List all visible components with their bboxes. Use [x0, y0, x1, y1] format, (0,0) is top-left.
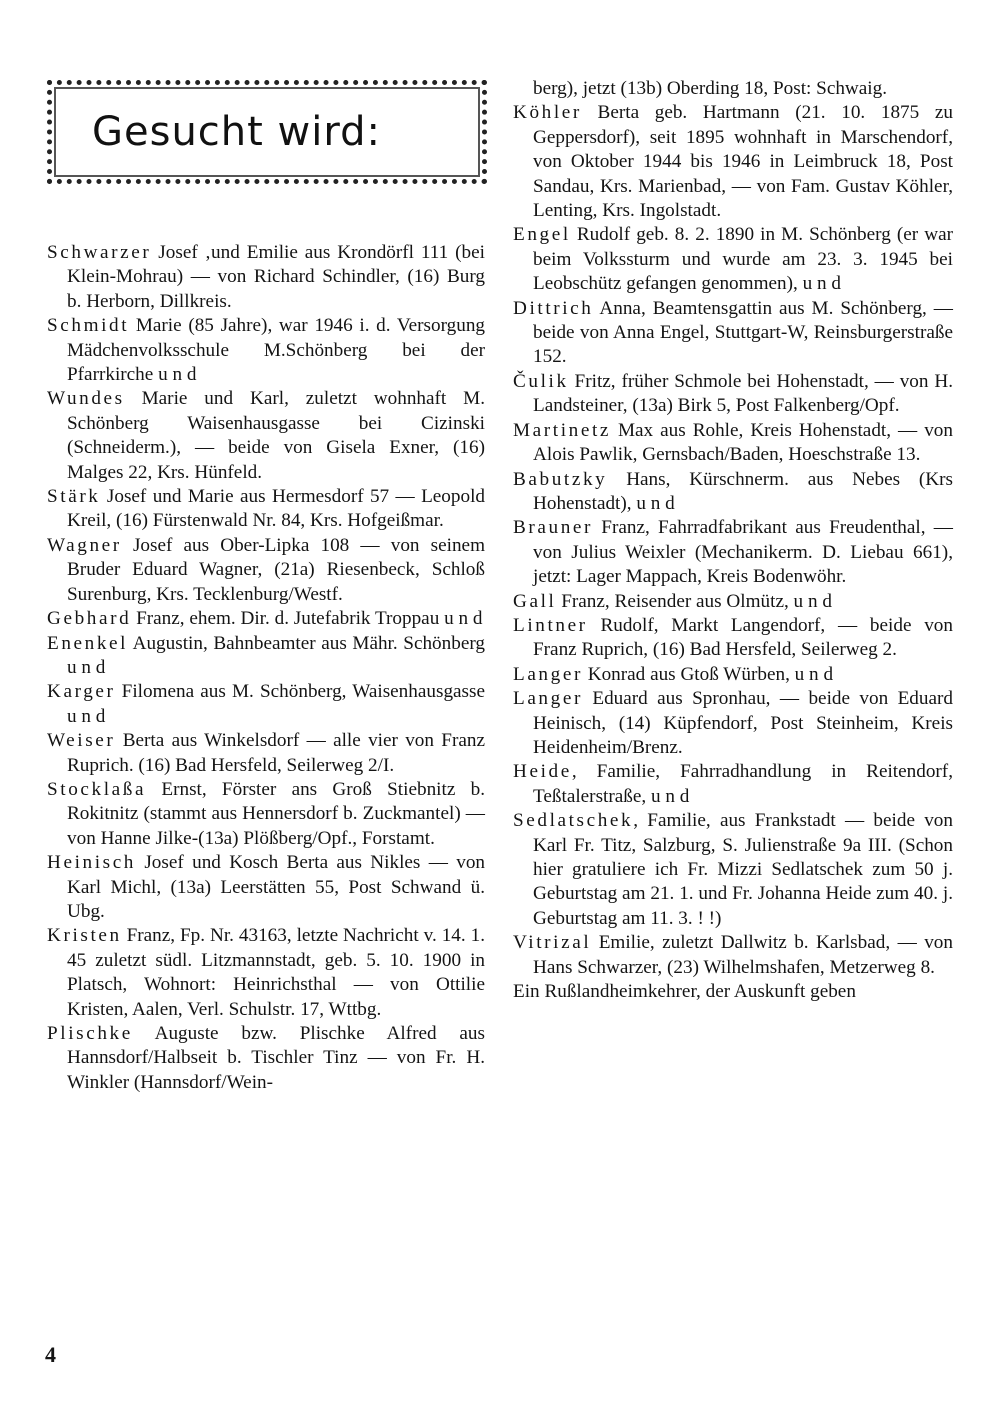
search-entry [513, 297, 953, 370]
search-entry [47, 729, 485, 778]
entry-surname: Gebhard [47, 608, 132, 630]
entry-surname: Köhler [513, 102, 582, 124]
entry-text: Franz, Fp. Nr. 43163, letzte Nachricht v. 14. 1. 45 zuletzt südl. Litzmannstadt, geb. 5. 10. 1900 in Platsch, Wohnort: Heinrichsthal — von Ottilie Kristen, Aalen, Verl. Schulstr. 17, Wttbg. [67, 925, 485, 1020]
entry-text: Fritz, früher Schmole bei Hohenstadt, — von H. Landsteiner, (13a) Birk 5, Post Falkenberg/Opf. [533, 370, 954, 417]
search-entry [47, 485, 485, 534]
entry-surname: Weiser [47, 730, 116, 752]
entry-text: Franz, Fahrradfabrikant aus Freudenthal, — von Julius Weixler (Mechanikerm. D. Liebau 661), jetzt: Lager Mappach, Kreis Bodenwöhr. [533, 517, 953, 588]
entry-surname: Vitrizal [513, 932, 592, 954]
entry-text: Auguste bzw. Plischke Alfred aus Hannsdorf/Halbseit b. Tischler Tinz — von Fr. H. Winkler (Hannsdorf/Wein- [67, 1023, 485, 1093]
search-entry [513, 614, 953, 663]
search-entry [513, 223, 953, 296]
entry-surname: Kristen [47, 925, 122, 947]
entry-text: Emilie, zuletzt Dallwitz b. Karlsbad, — von Hans Schwarzer, (23) Wilhelmshafen, Metzerweg 8. [533, 932, 953, 978]
search-entry [513, 931, 953, 980]
entry-text: Marie (85 Jahre), war 1946 i. d. Versorgung Mädchenvolksschule M.Schönberg bei der Pfarrkirche u n d [67, 315, 486, 386]
entry-surname: Plischke [47, 1023, 133, 1044]
entry-surname: Schmidt [47, 315, 130, 337]
entry-text: Anna, Beamtensgattin aus M. Schönberg, — beide von Anna Engel, Stuttgart-W, Reinsburgerstraße 152. [533, 297, 953, 368]
entry-surname: Engel [513, 224, 571, 246]
search-entry [513, 101, 953, 223]
entry-text: Eduard aus Spronhau, — beide von Eduard Heinisch, (14) Küpfendorf, Post Steinheim, Kreis Heidenheim/Brenz. [533, 688, 953, 758]
search-entry [513, 516, 953, 589]
entry-text: Hans, Kürschnerm. aus Nebes (Krs Hohenstadt), u n d [533, 468, 954, 514]
entry-text: Max aus Rohle, Kreis Hohenstadt, — von Alois Pawlik, Gernsbach/Baden, Hoeschstraße 13. [533, 419, 953, 466]
search-entry [513, 590, 953, 614]
entry-surname: Gall [513, 590, 557, 612]
page-number: 4 [45, 1342, 56, 1367]
search-entry [47, 241, 485, 314]
search-entry [47, 632, 485, 681]
entry-text: , Familie, aus Frankstadt — beide von Karl Fr. Titz, Salzburg, S. Julienstraße 9a III. (Schon hier gratuliere ich Fr. Mizzi Sedlatschek zum 50 j. Geburtstag am 21. 1. und Fr. Johanna Heide zum 40. j. Geburtstag am 11. 3. ! !) [533, 810, 953, 929]
search-entry [47, 851, 485, 924]
entry-surname: Stocklaßa [47, 778, 147, 800]
entry-text: Konrad aus Gtoß Würben, u n d [587, 663, 834, 685]
entry-surname: Heinisch [47, 852, 137, 874]
entry-text: Ernst, Förster ans Groß Stiebnitz b. Rokitnitz (stammt aus Hennersdorf b. Zuckmantel) — von Hanne Jilke-(13a) Plößberg/Opf., Forstamt. [67, 778, 485, 849]
search-entry [47, 680, 485, 729]
right-column [513, 77, 953, 1004]
heading-title: Gesucht wird: [92, 109, 381, 155]
entry-text: Filomena aus M. Schönberg, Waisenhausgasse u n d [67, 681, 485, 727]
entry-text: Marie und Karl, zuletzt wohnhaft M. Schönberg Waisenhausgasse bei Cizinski (Schneiderm.), — beide von Gisela Exner, (16) Malges 22, Krs. Hünfeld. [67, 388, 485, 483]
search-entry [513, 809, 953, 931]
entry-surname: Heide [513, 761, 572, 783]
entry-surname: Brauner [513, 517, 593, 539]
search-entry [47, 778, 485, 851]
entry-text: Berta geb. Hartmann (21. 10. 1875 zu Geppersdorf), seit 1895 wohnhaft in Marschendorf, von Oktober 1944 bis 1946 in Leimbruck 18, Post Sandau, Krs. Marienbad, — von Fam. Gustav Köhler, Lenting, Krs. Ingolstadt. [533, 102, 953, 222]
entry-text: Berta aus Winkelsdorf — alle vier von Franz Ruprich. (16) Bad Hersfeld, Seilerweg 2/I. [67, 730, 485, 776]
search-entry [513, 468, 953, 517]
entry-surname: Lintner [513, 614, 588, 636]
search-entry [513, 687, 953, 760]
entry-text: Rudolf, Markt Langendorf, — beide von Franz Ruprich, (16) Bad Hersfeld, Seilerweg 2. [533, 614, 953, 661]
entry-text: Josef und Marie aus Hermesdorf 57 — Leopold Kreil, (16) Fürstenwald Nr. 84, Krs. Hofgeißmar. [67, 486, 486, 532]
final-line: Ein Rußlandheimkehrer, der Auskunft geben [513, 981, 856, 1003]
entry-surname: Karger [47, 681, 116, 703]
entry-text: , Familie, Fahrradhandlung in Reitendorf, Teßtalerstraße, u n d [533, 761, 953, 807]
entry-surname: Enenkel [47, 632, 129, 654]
entry-text: Josef aus Ober-Lipka 108 — von seinem Bruder Eduard Wagner, (21a) Riesenbeck, Schloß Surenburg, Krs. Tecklenburg/Westf. [67, 534, 485, 605]
search-entry [47, 387, 485, 485]
search-entry [513, 663, 953, 687]
search-entry [513, 419, 953, 468]
continued-entry-text: berg), jetzt (13b) Oberding 18, Post: Schwaig. [533, 78, 888, 99]
search-entry [47, 534, 485, 607]
entry-surname: Martinetz [513, 419, 611, 441]
entry-text: Josef und Kosch Berta aus Nikles — von Karl Michl, (13a) Leerstätten 55, Post Schwand ü. Ubg. [67, 852, 486, 922]
entry-surname: Schwarzer [47, 242, 152, 263]
entry-surname: Wagner [47, 534, 122, 556]
search-entry [47, 1022, 485, 1095]
entry-text: Augustin, Bahnbeamter aus Mähr. Schönberg u n d [67, 632, 485, 678]
entry-text: Franz, Reisender aus Olmütz, u n d [561, 590, 832, 612]
entry-surname: Sedlatschek [513, 810, 634, 832]
entry-text: Rudolf geb. 8. 2. 1890 in M. Schönberg (er war beim Volkssturm und wurde am 23. 3. 1945 bei Leobschütz gefangen genommen), u n d [533, 224, 954, 295]
entry-surname: Langer [513, 688, 583, 710]
entry-surname: Dittrich [513, 297, 594, 319]
search-entry [513, 760, 953, 809]
search-entry [47, 314, 485, 387]
entry-surname: Langer [513, 663, 583, 685]
entry-surname: Babutzky [513, 468, 608, 490]
entry-surname: Čulik [513, 370, 569, 392]
search-entry [47, 607, 485, 631]
entry-surname: Stärk [47, 486, 101, 508]
left-column [47, 241, 485, 1095]
entry-text: Franz, ehem. Dir. d. Jutefabrik Troppau u n d [136, 608, 483, 630]
heading-box [47, 80, 487, 184]
entry-text: Josef ‚und Emilie aus Krondörfl 111 (bei Klein-Mohrau) — von Richard Schindler, (16) Burg b. Herborn, Dillkreis. [67, 242, 486, 312]
entry-surname: Wundes [47, 388, 125, 410]
search-entry [513, 370, 953, 419]
search-entry [47, 924, 485, 1022]
